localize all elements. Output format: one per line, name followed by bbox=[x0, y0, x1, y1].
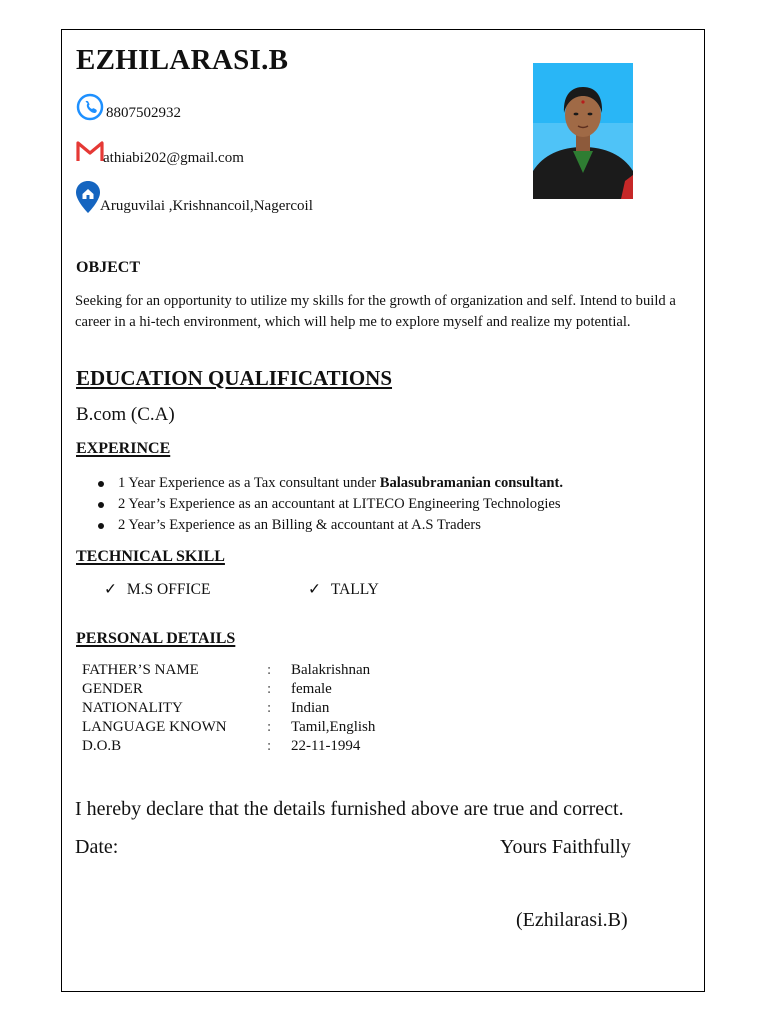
skill-item: ✓ TALLY bbox=[308, 581, 379, 598]
profile-photo bbox=[533, 63, 633, 199]
object-heading: OBJECT bbox=[76, 259, 141, 276]
address: Aruguvilai ,Krishnancoil,Nagercoil bbox=[100, 198, 313, 214]
signature-name: (Ezhilarasi.B) bbox=[516, 909, 628, 931]
phone-number: 8807502932 bbox=[106, 105, 181, 121]
education-heading: EDUCATION QUALIFICATIONS bbox=[76, 366, 393, 390]
experience-item: 2 Year’s Experience as an Billing & accountant at A.S Traders bbox=[76, 515, 696, 536]
personal-row: NATIONALITY : Indian bbox=[82, 700, 330, 716]
object-text: Seeking for an opportunity to utilize my skills for the growth of organization and self. Intend to build a career in a hi-tech environment, which will help me to explore myself and realize my potential. bbox=[75, 293, 676, 330]
skill-item: ✓ M.S OFFICE bbox=[104, 581, 211, 598]
location-icon bbox=[75, 180, 101, 219]
checkmark-icon: ✓ bbox=[104, 581, 117, 598]
phone-icon bbox=[76, 93, 104, 126]
personal-row: LANGUAGE KNOWN : Tamil,English bbox=[82, 719, 376, 735]
candidate-name: EZHILARASI.B bbox=[76, 44, 289, 76]
closing-text: Yours Faithfully bbox=[500, 836, 631, 858]
gmail-icon bbox=[76, 140, 104, 167]
personal-row: FATHER’S NAME : Balakrishnan bbox=[82, 662, 371, 678]
personal-row: D.O.B : 22-11-1994 bbox=[82, 738, 361, 754]
experience-heading: EXPERINCE bbox=[76, 440, 171, 457]
experience-list bbox=[76, 473, 696, 536]
technical-skill-heading: TECHNICAL SKILL bbox=[76, 548, 225, 565]
education-degree: B.com (C.A) bbox=[76, 404, 175, 425]
personal-details-heading: PERSONAL DETAILS bbox=[76, 630, 236, 647]
checkmark-icon: ✓ bbox=[308, 581, 321, 598]
email-address: athiabi202@gmail.com bbox=[103, 150, 244, 166]
declaration-text: I hereby declare that the details furnished above are true and correct. bbox=[75, 798, 624, 820]
experience-item: 1 Year Experience as a Tax consultant under Balasubramanian consultant. bbox=[76, 473, 696, 494]
date-label: Date: bbox=[75, 836, 119, 858]
experience-item: 2 Year’s Experience as an accountant at LITECO Engineering Technologies bbox=[76, 494, 696, 515]
personal-row: GENDER : female bbox=[82, 681, 332, 697]
resume-page bbox=[61, 29, 705, 992]
